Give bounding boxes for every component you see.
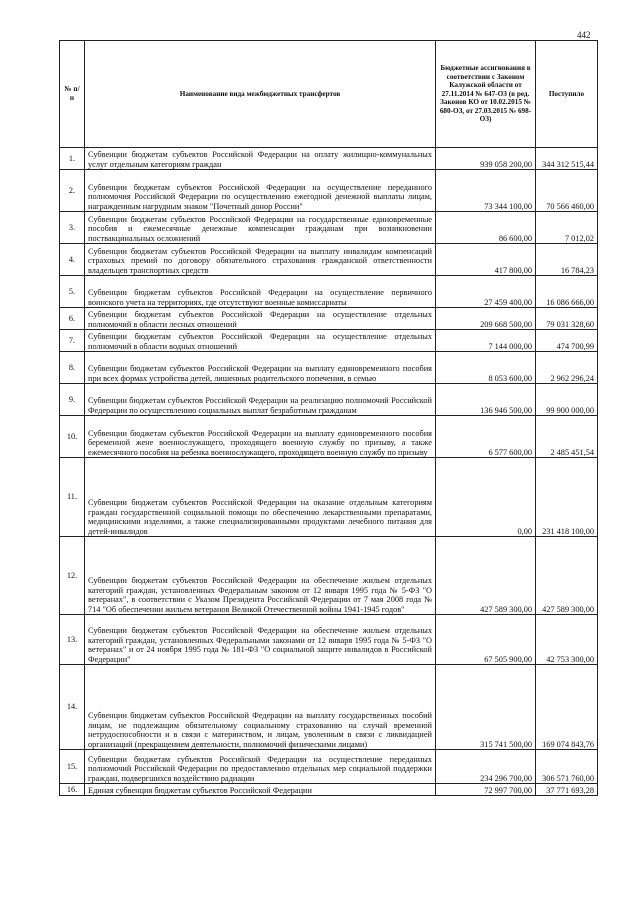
row-budget: 136 946 500,00	[436, 384, 536, 416]
row-name: Субвенции бюджетам субъектов Российской Федерации на реализацию полномочий Российской Федерации по осуществлению социальных выплат безработным гражданам	[85, 384, 436, 416]
row-budget: 86 600,00	[436, 212, 536, 244]
row-budget: 73 344 100,00	[436, 170, 536, 212]
row-received: 70 566 460,00	[536, 170, 598, 212]
row-name: Субвенции бюджетам субъектов Российской Федерации на осуществление переданных полномочий Российской Федерации по предоставлению отдельных мер социальной поддержки граждан, подвергшихся воздействию радиации	[85, 750, 436, 784]
row-name: Субвенции бюджетам субъектов Российской Федерации на оплату жилищно-коммунальных услуг отдельным категориям граждан	[85, 148, 436, 170]
row-received: 79 031 328,60	[536, 308, 598, 330]
row-number: 4.	[60, 244, 85, 276]
table-row	[60, 244, 598, 276]
row-name: Субвенции бюджетам субъектов Российской Федерации на осуществление первичного воинского учета на территориях, где отсутствуют военные комиссариаты	[85, 276, 436, 308]
table-row	[60, 308, 598, 330]
row-budget: 8 053 600,00	[436, 352, 536, 384]
row-received: 42 753 300,00	[536, 615, 598, 665]
row-received: 99 900 000,00	[536, 384, 598, 416]
row-budget: 0,00	[436, 458, 536, 537]
row-number: 1.	[60, 148, 85, 170]
table-row	[60, 615, 598, 665]
table-row	[60, 170, 598, 212]
row-name: Субвенции бюджетам субъектов Российской Федерации на оказание отдельным категориям граждан государственной социальной помощи по обеспечению лекарственными препаратами, медицинскими изделиями, а также специализированными продуктами лечебного питания для детей-инвалидов	[85, 458, 436, 537]
row-budget: 72 997 700,00	[436, 784, 536, 796]
table-row	[60, 537, 598, 615]
row-budget: 6 577 600,00	[436, 416, 536, 458]
header-number: № п/п	[60, 41, 85, 148]
table-row	[60, 784, 598, 796]
row-received: 344 312 515,44	[536, 148, 598, 170]
row-number: 2.	[60, 170, 85, 212]
row-number: 14.	[60, 665, 85, 750]
table-row	[60, 665, 598, 750]
row-name: Субвенции бюджетам субъектов Российской Федерации на выплату инвалидам компенсаций страховых премий по договору обязательного страхования гражданской ответственности владельцев транспортных средств	[85, 244, 436, 276]
row-number: 9.	[60, 384, 85, 416]
row-name: Субвенции бюджетам субъектов Российской Федерации на государственные единовременные пособия и ежемесячные денежные компенсации гражданам при возникновении поствакцинальных осложнений	[85, 212, 436, 244]
table-row	[60, 330, 598, 352]
table-row	[60, 352, 598, 384]
table-row	[60, 458, 598, 537]
row-name: Субвенции бюджетам субъектов Российской Федерации на осуществление отдельных полномочий в области водных отношений	[85, 330, 436, 352]
row-name: Субвенции бюджетам субъектов Российской Федерации на выплату единовременного пособия беременной жене военнослужащего, проходящего военную службу по призыву, а также ежемесячного пособия на ребенка военнослужащего, проходящего военную службу по призыву	[85, 416, 436, 458]
row-budget: 7 144 000,00	[436, 330, 536, 352]
row-number: 5.	[60, 276, 85, 308]
row-name: Субвенции бюджетам субъектов Российской Федерации на выплату единовременного пособия при всех формах устройства детей, лишенных родительского попечения, в семью	[85, 352, 436, 384]
row-budget: 939 058 200,00	[436, 148, 536, 170]
row-name: Субвенции бюджетам субъектов Российской Федерации на обеспечение жильем отдельных категорий граждан, установленных Федеральными законами от 12 января 1995 года № 5-ФЗ "О ветеранах" и от 24 ноября 1995 года № 181-ФЗ "О социальной защите инвалидов в Российской Федерации"	[85, 615, 436, 665]
transfers-table	[59, 40, 598, 796]
row-number: 16.	[60, 784, 85, 796]
header-name: Наименование вида межбюджетных трансфертов	[85, 41, 436, 148]
row-received: 16 784,23	[536, 244, 598, 276]
table-header-row	[60, 41, 598, 148]
table-row	[60, 148, 598, 170]
row-number: 8.	[60, 352, 85, 384]
row-name: Субвенции бюджетам субъектов Российской Федерации на осуществление переданного полномочия Российской Федерации по осуществлению ежегодной денежной выплаты лицам, награжденным нагрудным знаком "Почетный донор России"	[85, 170, 436, 212]
row-number: 6.	[60, 308, 85, 330]
row-received: 169 074 843,76	[536, 665, 598, 750]
table-row	[60, 276, 598, 308]
row-number: 12.	[60, 537, 85, 615]
row-budget: 27 459 400,00	[436, 276, 536, 308]
row-number: 15.	[60, 750, 85, 784]
row-budget: 427 589 300,00	[436, 537, 536, 615]
row-received: 16 086 666,00	[536, 276, 598, 308]
row-number: 3.	[60, 212, 85, 244]
row-name: Субвенции бюджетам субъектов Российской Федерации на выплату государственных пособий лицам, не подлежащим обязательному социальному страхованию на случай временной нетрудоспособности и в связи с материнством, и лицам, уволенным в связи с ликвидацией организаций (прекращением деятельности, полномочий физическими лицами)	[85, 665, 436, 750]
row-budget: 67 505 900,00	[436, 615, 536, 665]
page-number: 442	[577, 30, 591, 40]
table-row	[60, 416, 598, 458]
row-number: 7.	[60, 330, 85, 352]
row-received: 306 571 760,00	[536, 750, 598, 784]
row-name: Единая субвенция бюджетам субъектов Российской Федерации	[85, 784, 436, 796]
row-name: Субвенции бюджетам субъектов Российской Федерации на обеспечение жильем отдельных категорий граждан, установленных Федеральным законом от 12 января 1995 года № 5-ФЗ "О ветеранах", в соответствии с Указом Президента Российской Федерации от 7 мая 2008 года № 714 "Об обеспечении жильем ветеранов Великой Отечественной войны 1941-1945 годов"	[85, 537, 436, 615]
row-received: 2 485 451,54	[536, 416, 598, 458]
row-received: 7 012,02	[536, 212, 598, 244]
row-name: Субвенции бюджетам субъектов Российской Федерации на осуществление отдельных полномочий в области лесных отношений	[85, 308, 436, 330]
row-number: 11.	[60, 458, 85, 537]
row-received: 231 418 100,00	[536, 458, 598, 537]
table-row	[60, 750, 598, 784]
row-number: 10.	[60, 416, 85, 458]
row-budget: 417 800,00	[436, 244, 536, 276]
row-received: 427 589 300,00	[536, 537, 598, 615]
header-received: Поступило	[536, 41, 598, 148]
header-budget: Бюджетные ассигнования в соответствии с Законом Калужской области от 27.11.2014 № 647-ОЗ (в ред. Законов КО от 10.02.2015 № 680-ОЗ, от 27.03.2015 № 698-ОЗ)	[436, 41, 536, 148]
row-received: 474 700,99	[536, 330, 598, 352]
row-received: 2 962 296,24	[536, 352, 598, 384]
row-budget: 209 668 500,00	[436, 308, 536, 330]
row-number: 13.	[60, 615, 85, 665]
row-received: 37 771 693,28	[536, 784, 598, 796]
table-row	[60, 212, 598, 244]
row-budget: 315 741 500,00	[436, 665, 536, 750]
row-budget: 234 296 700,00	[436, 750, 536, 784]
table-row	[60, 384, 598, 416]
